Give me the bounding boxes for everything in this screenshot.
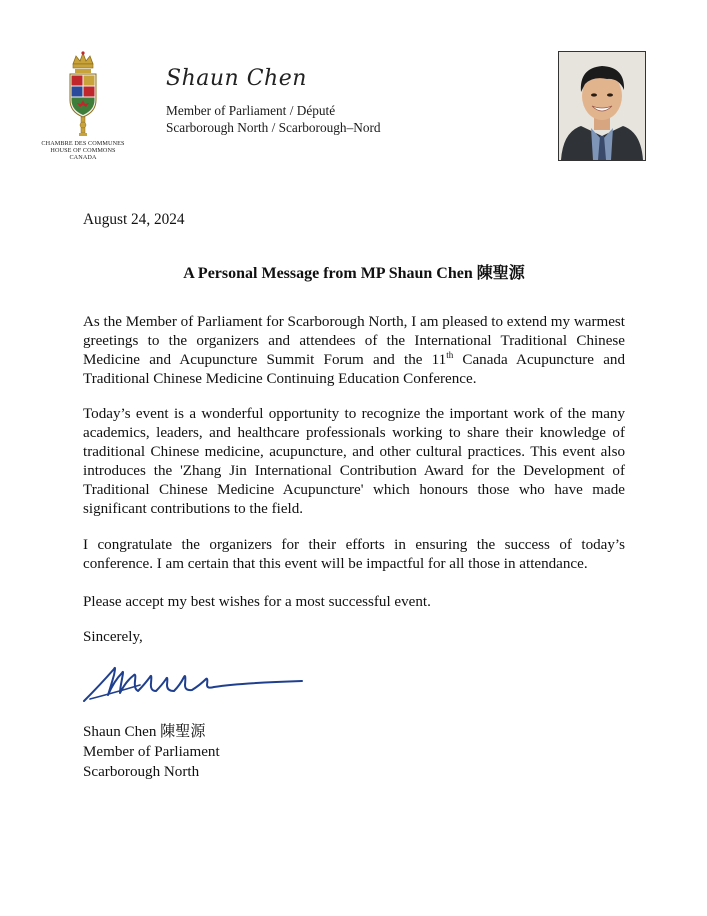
letterhead-title: Member of Parliament / Député — [166, 103, 336, 118]
crest-caption — [28, 140, 138, 161]
letterhead-name: Shaun Chen — [166, 66, 307, 91]
portrait-icon — [559, 52, 645, 160]
signatory-name: Shaun Chen 陳聖源 — [83, 724, 206, 740]
letter-heading: A Personal Message from MP Shaun Chen 陳聖源 — [183, 265, 525, 282]
paragraph-2: Today’s event is a wonderful opportunity to recognize the important work of the many academics, leaders, and healthcare professionals working to share their knowledge of traditional Chinese medicine, acupuncture, and other cultural practices. This event also introduces the 'Zhang Jin International Contribution Award for the Development of Traditional Chinese Medicine Acupuncture' which honours those who have made significant contributions to the field. — [83, 406, 625, 517]
signatory-title: Member of Parliament — [83, 744, 220, 760]
paragraph-3: I congratulate the organizers for their efforts in ensuring the success of today’s conference. I am certain that this event will be impactful for all those in attendance. — [83, 537, 625, 572]
paragraph-1 — [83, 313, 625, 389]
portrait-photo — [558, 51, 646, 161]
paragraph-1-superscript: th — [446, 349, 454, 360]
signatory-riding: Scarborough North — [83, 764, 200, 780]
handwritten-signature — [80, 655, 310, 707]
crest-caption-line-2: HOUSE OF COMMONS — [50, 147, 116, 154]
crest-icon — [63, 50, 103, 138]
paragraph-1-text-end: Canada Acupuncture and Traditional Chinese Medicine Continuing Education Conference. — [83, 352, 625, 387]
signature-block — [83, 722, 220, 782]
paragraph-1-text: As the Member of Parliament for Scarborough North, I am pleased to extend my warmest greetings to the organizers and attendees of the International Traditional Chinese Medicine and Acupuncture Summit Forum and the 11 — [83, 314, 625, 368]
crest-caption-line-1: CHAMBRE DES COMMUNES — [41, 140, 125, 147]
paragraph-4: Please accept my best wishes for a most successful event. — [83, 594, 431, 610]
crest-caption-line-3: CANADA — [69, 154, 97, 161]
letterhead-riding: Scarborough North / Scarborough–Nord — [166, 120, 381, 135]
letter-date: August 24, 2024 — [83, 211, 185, 228]
closing: Sincerely, — [83, 629, 143, 645]
